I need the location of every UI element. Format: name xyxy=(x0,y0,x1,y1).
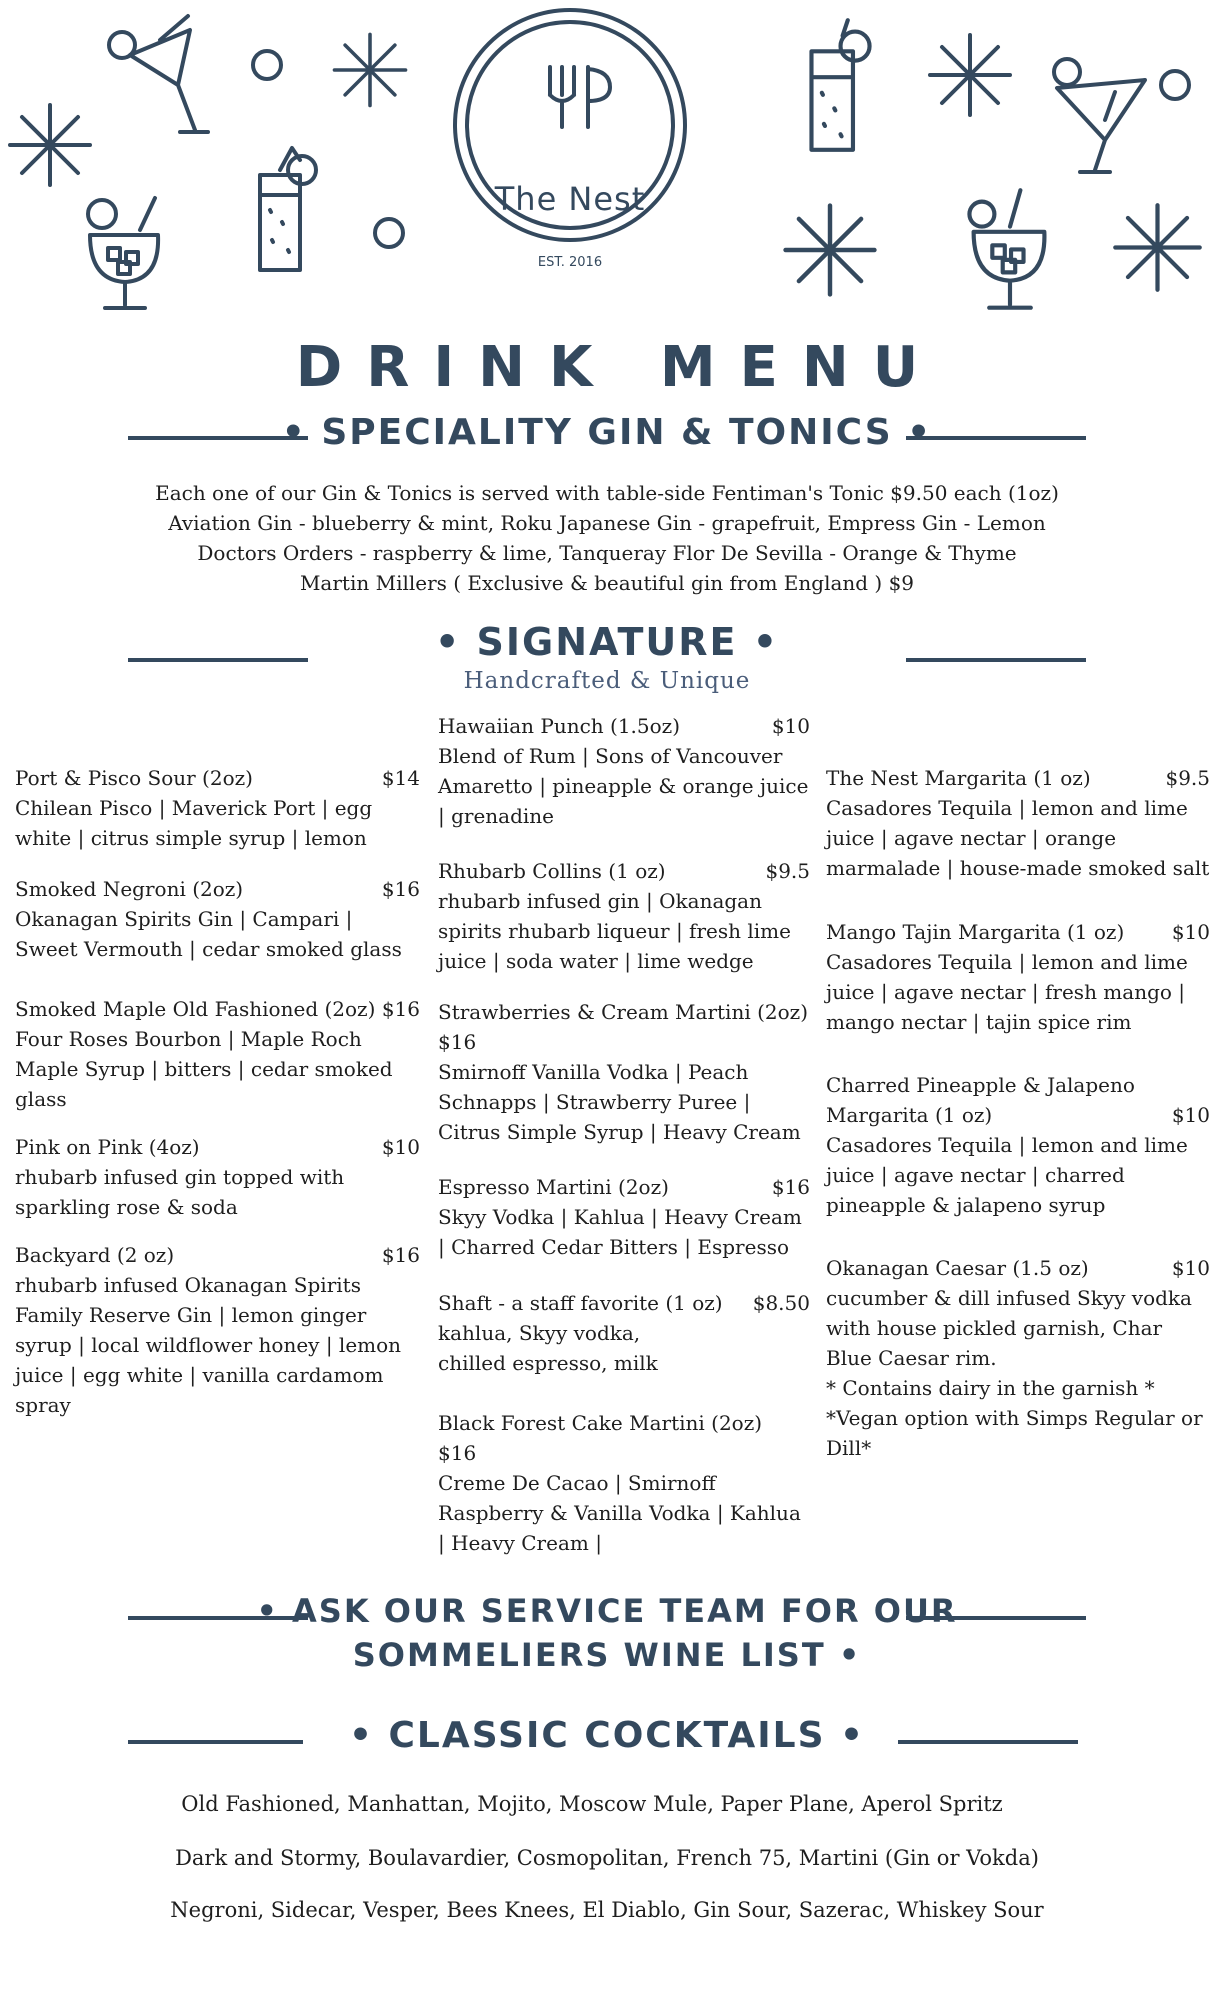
classic-cocktails-heading: • CLASSIC COCKTAILS • xyxy=(348,1715,866,1756)
item-price: $16 xyxy=(438,1030,477,1054)
item-note: * Contains dairy in the garnish * xyxy=(826,1376,1155,1400)
item-description: Casadores Tequila | lemon and lime juice | agave nectar | fresh mango | mango nectar | tajin spice rim xyxy=(826,950,1188,1034)
item-price: $16 xyxy=(381,1243,420,1267)
menu-item xyxy=(438,711,810,831)
menu-item xyxy=(826,917,1210,1037)
goblet-cocktail-icon xyxy=(960,185,1060,315)
item-name: The Nest Margarita (1 oz) xyxy=(826,766,1091,790)
gin-tonic-line: Doctors Orders - raspberry & lime, Tanqueray Flor De Sevilla - Orange & Thyme xyxy=(197,541,1017,565)
martini-glass-icon xyxy=(100,10,210,135)
gin-tonic-line: Martin Millers ( Exclusive & beautiful gin from England ) $9 xyxy=(299,571,915,595)
item-description: Smirnoff Vanilla Vodka | Peach Schnapps | Strawberry Puree | Citrus Simple Syrup | Heavy Cream xyxy=(438,1060,801,1144)
wine-list-heading-line1: • ASK OUR SERVICE TEAM FOR OUR xyxy=(256,1592,958,1630)
starburst-icon xyxy=(925,30,1015,120)
item-name: Hawaiian Punch (1.5oz) xyxy=(438,714,681,738)
item-name: Backyard (2 oz) xyxy=(15,1243,175,1267)
menu-item xyxy=(826,1070,1210,1220)
item-description: Four Roses Bourbon | Maple Roch Maple Syrup | bitters | cedar smoked glass xyxy=(15,1027,393,1111)
signature-subtitle: Handcrafted & Unique xyxy=(463,668,751,694)
item-price: $8.50 xyxy=(752,1291,810,1315)
item-price: $10 xyxy=(1171,1256,1210,1280)
item-description: Casadores Tequila | lemon and lime juice | agave nectar | charred pineapple & jalapeno syrup xyxy=(826,1133,1188,1217)
classic-cocktail-line: Old Fashioned, Manhattan, Mojito, Moscow Mule, Paper Plane, Aperol Spritz xyxy=(181,1792,1003,1816)
item-name: Okanagan Caesar (1.5 oz) xyxy=(826,1256,1089,1280)
gin-tonic-line: Each one of our Gin & Tonics is served with table-side Fentiman's Tonic $9.50 each (1oz) xyxy=(155,481,1059,505)
starburst-icon xyxy=(5,100,95,190)
starburst-icon xyxy=(780,200,880,300)
item-name: Smoked Negroni (2oz) xyxy=(15,877,244,901)
item-name: Pink on Pink (4oz) xyxy=(15,1135,200,1159)
item-description: rhubarb infused gin | Okanagan spirits rhubarb liqueur | fresh lime juice | soda water | lime wedge xyxy=(438,889,791,973)
circle-icon xyxy=(250,48,284,82)
item-price: $10 xyxy=(771,714,810,738)
goblet-cocktail-icon xyxy=(80,190,170,315)
menu-item xyxy=(438,1288,810,1378)
menu-item xyxy=(438,856,810,976)
martini-glass-icon xyxy=(1045,50,1155,175)
classic-cocktail-line: Dark and Stormy, Boulavardier, Cosmopolitan, French 75, Martini (Gin or Vokda) xyxy=(175,1846,1039,1870)
item-price: $16 xyxy=(771,1175,810,1199)
menu-item xyxy=(438,1172,810,1262)
classic-cocktail-line: Negroni, Sidecar, Vesper, Bees Knees, El Diablo, Gin Sour, Sazerac, Whiskey Sour xyxy=(170,1898,1044,1922)
item-name: Shaft - a staff favorite (1 oz) xyxy=(438,1291,723,1315)
item-name: Smoked Maple Old Fashioned (2oz) xyxy=(15,997,376,1021)
item-note: *Vegan option with Simps Regular or Dill* xyxy=(826,1406,1203,1460)
logo-est: EST. 2016 xyxy=(537,255,603,270)
item-description: rhubarb infused gin topped with sparkling rose & soda xyxy=(15,1165,345,1219)
signature-heading: • SIGNATURE • xyxy=(435,620,779,664)
item-name: Black Forest Cake Martini (2oz) xyxy=(438,1411,763,1435)
item-description: cucumber & dill infused Skyy vodka with house pickled garnish, Char Blue Caesar rim. xyxy=(826,1286,1192,1370)
gin-tonics-heading: • SPECIALITY GIN & TONICS • xyxy=(281,412,933,453)
starburst-icon xyxy=(1110,200,1205,295)
circle-icon xyxy=(1158,68,1192,102)
item-description: Creme De Cacao | Smirnoff Raspberry & Vanilla Vodka | Kahlua | Heavy Cream | xyxy=(438,1471,801,1555)
item-price: $14 xyxy=(381,766,420,790)
menu-item xyxy=(15,1132,420,1222)
menu-item xyxy=(438,997,810,1147)
gin-tonic-glass-icon xyxy=(800,15,880,155)
starburst-icon xyxy=(330,30,410,110)
item-description: Okanagan Spirits Gin | Campari | Sweet Vermouth | cedar smoked glass xyxy=(15,907,402,961)
item-price: $9.5 xyxy=(1165,766,1210,790)
gin-tonic-glass-icon xyxy=(250,140,325,275)
menu-item xyxy=(15,763,420,853)
wine-list-heading-line2: SOMMELIERS WINE LIST • xyxy=(352,1636,862,1674)
menu-item xyxy=(438,1408,810,1558)
item-description: Blend of Rum | Sons of Vancouver Amaretto | pineapple & orange juice | grenadine xyxy=(438,744,809,828)
item-name: Strawberries & Cream Martini (2oz) xyxy=(438,1000,808,1024)
item-name: Charred Pineapple & Jalapeno Margarita (1 oz) xyxy=(826,1073,1135,1127)
item-description: Casadores Tequila | lemon and lime juice | agave nectar | orange marmalade | house-made smoked salt xyxy=(826,796,1210,880)
item-name: Espresso Martini (2oz) xyxy=(438,1175,669,1199)
gin-tonic-line: Aviation Gin - blueberry & mint, Roku Japanese Gin - grapefruit, Empress Gin - Lemon xyxy=(168,511,1046,535)
item-name: Port & Pisco Sour (2oz) xyxy=(15,766,253,790)
item-price: $10 xyxy=(1171,1103,1210,1127)
item-description: kahlua, Skyy vodka, chilled espresso, milk xyxy=(438,1321,658,1375)
circle-icon xyxy=(372,216,406,250)
logo-name: The Nest xyxy=(494,180,646,218)
item-price: $10 xyxy=(381,1135,420,1159)
item-description: rhubarb infused Okanagan Spirits Family Reserve Gin | lemon ginger syrup | local wildflower honey | lemon juice | egg white | vanilla cardamom spray xyxy=(15,1273,402,1417)
item-name: Rhubarb Collins (1 oz) xyxy=(438,859,666,883)
item-name: Mango Tajin Margarita (1 oz) xyxy=(826,920,1125,944)
item-description: Skyy Vodka | Kahlua | Heavy Cream | Charred Cedar Bitters | Espresso xyxy=(438,1205,802,1259)
item-price: $9.5 xyxy=(765,859,810,883)
menu-item xyxy=(826,1253,1210,1463)
item-price: $16 xyxy=(381,997,420,1021)
item-description: Chilean Pisco | Maverick Port | egg white | citrus simple syrup | lemon xyxy=(15,796,373,850)
fork-icon xyxy=(550,67,610,127)
item-price: $16 xyxy=(438,1441,477,1465)
menu-item xyxy=(826,763,1210,883)
menu-item xyxy=(15,1240,420,1420)
drink-menu-title: DRINK MENU xyxy=(295,335,943,400)
item-price: $16 xyxy=(381,877,420,901)
menu-item xyxy=(15,994,420,1114)
menu-item xyxy=(15,874,420,964)
item-price: $10 xyxy=(1171,920,1210,944)
